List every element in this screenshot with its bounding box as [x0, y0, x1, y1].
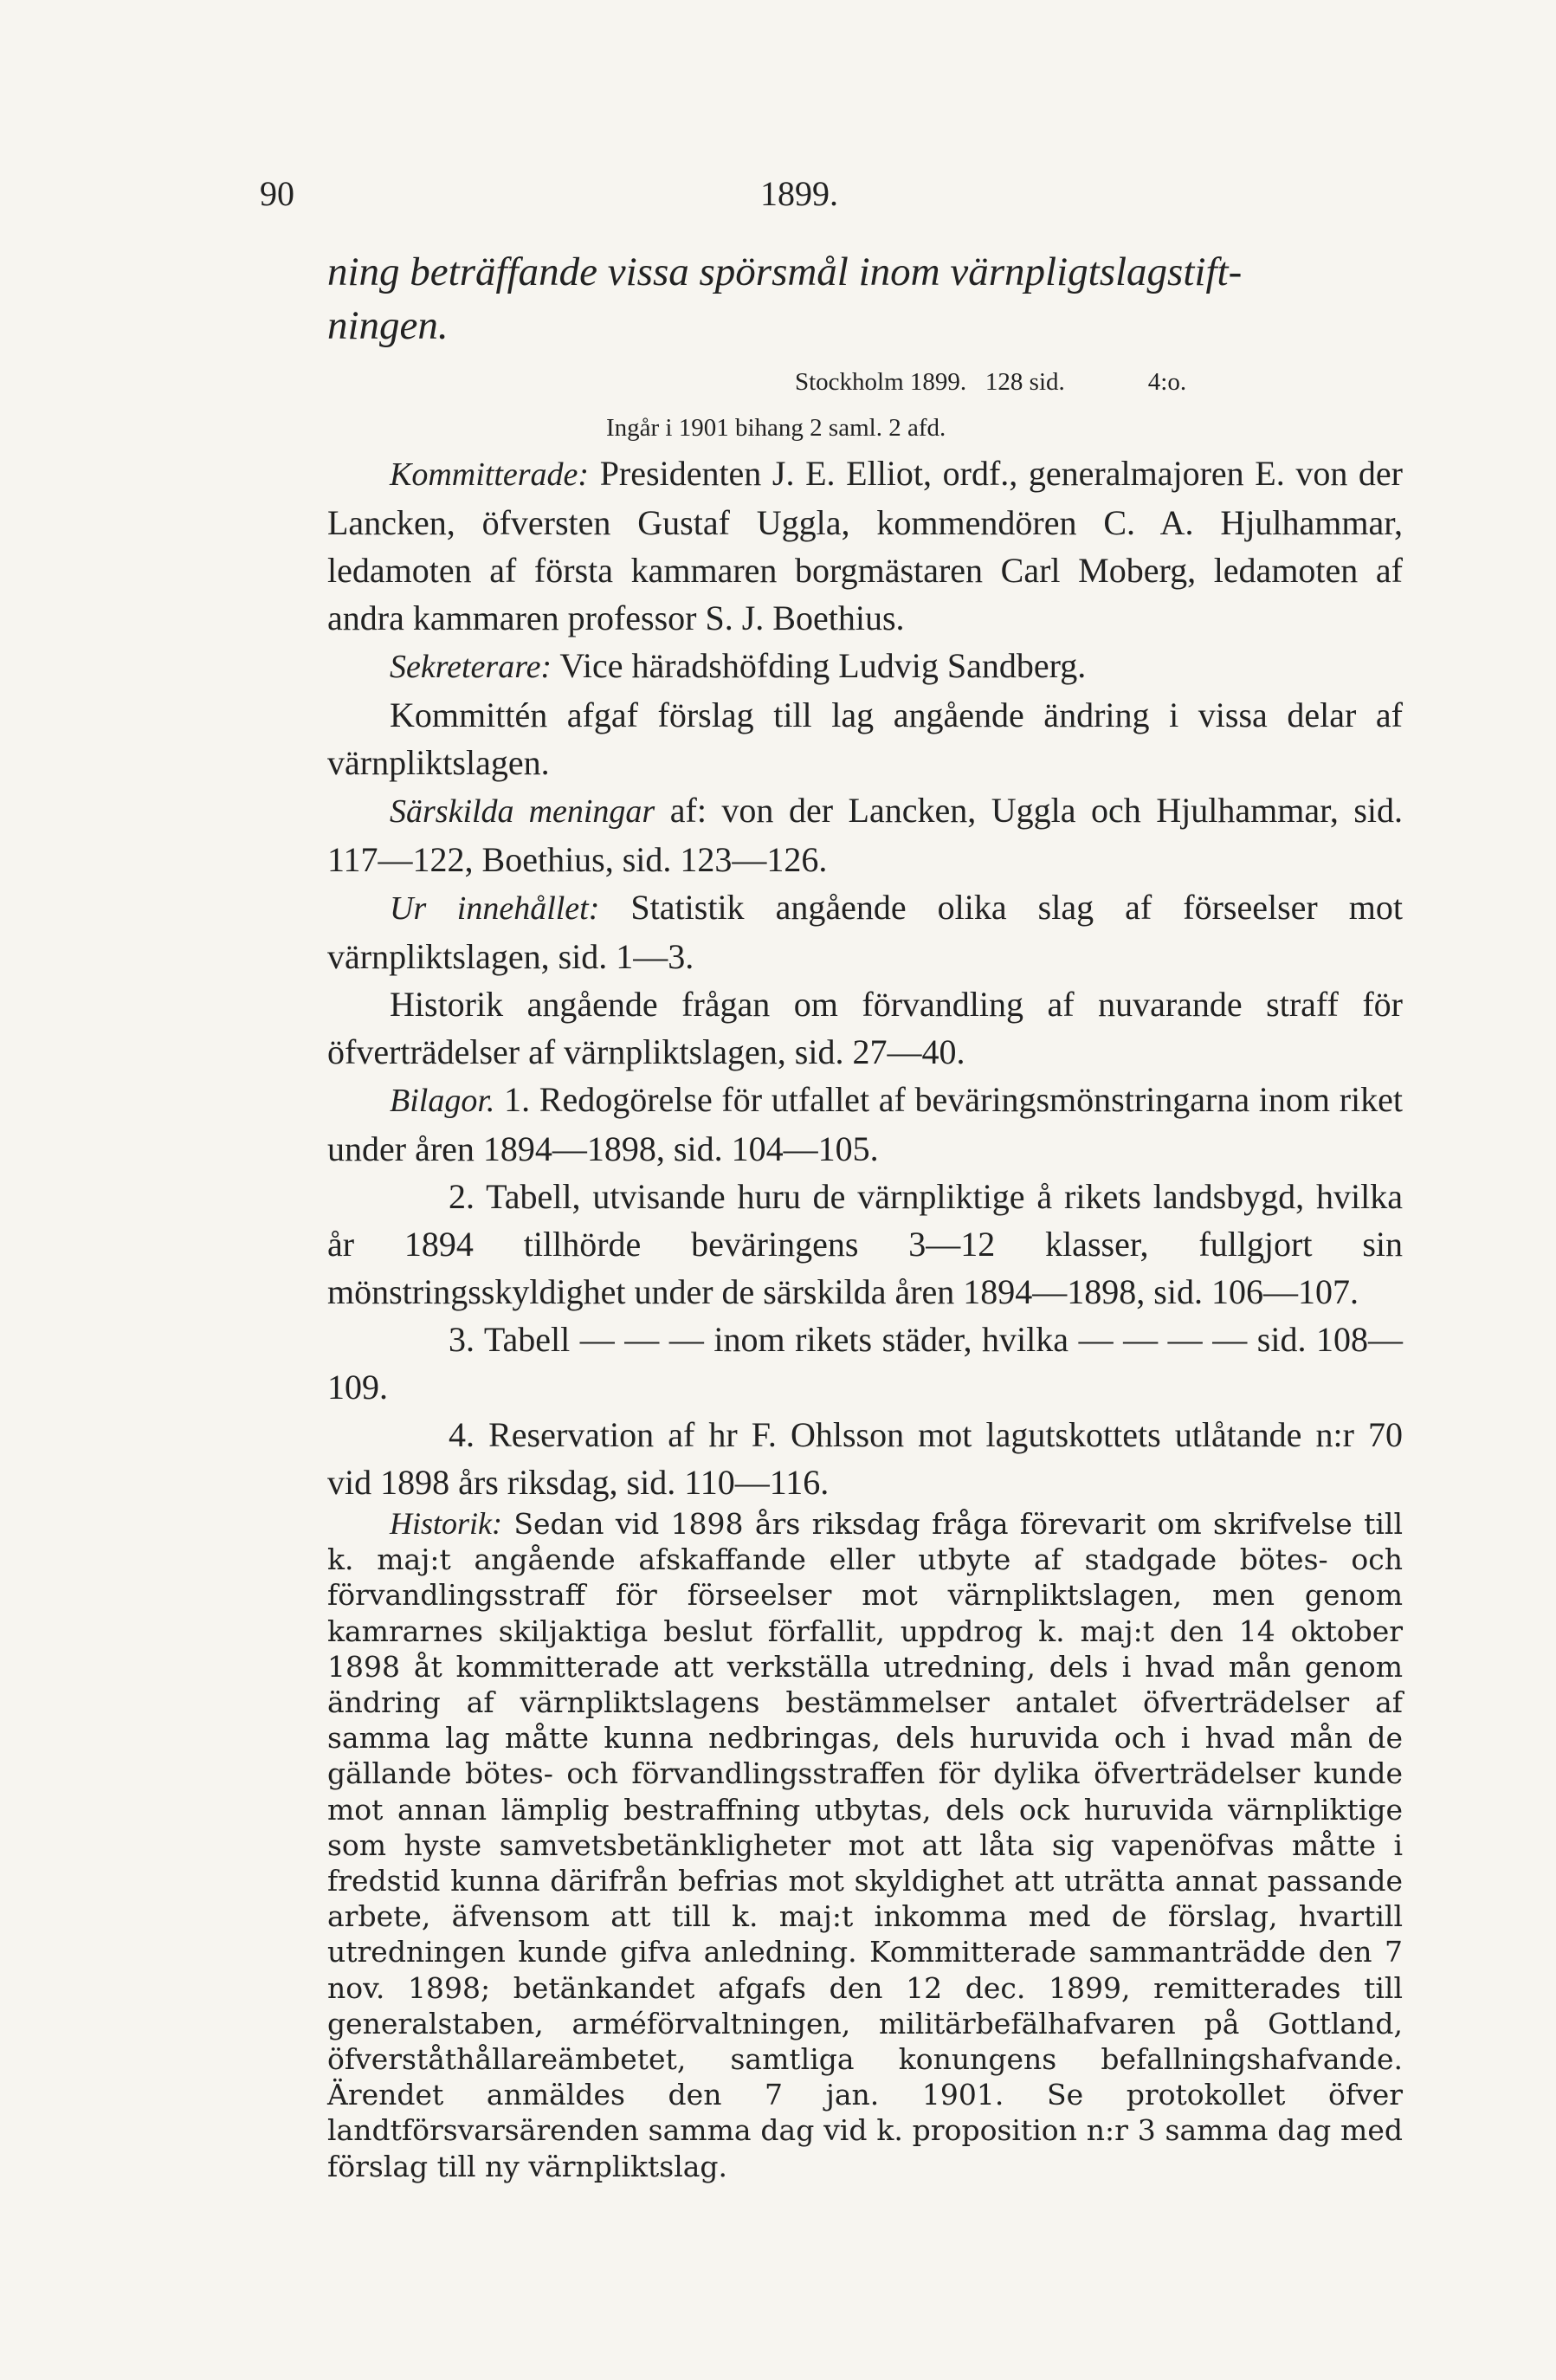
header-year: 1899.	[760, 174, 838, 213]
contents-label: Ur innehållet:	[390, 890, 600, 927]
entry-body	[327, 245, 1403, 2184]
contents-history-paragraph: Historik angående frågan om förvandling af nuvarande straff för öfverträdelser af värnpliktslagen, sid. 27—40.	[327, 985, 1403, 1071]
appendix-4: 4. Reservation af hr F. Ohlsson mot lagutskottets utlåtande n:r 70 vid 1898 års riksdag, sid. 110—116.	[327, 1415, 1403, 1502]
contents-text: Statistik angående olika slag af förseelser mot värnpliktslagen, sid. 1—3.	[327, 888, 1403, 976]
opinions-text: af: von der Lancken, Uggla och Hjulhammar, sid. 117—122, Boethius, sid. 123—126.	[327, 791, 1404, 879]
opinions-paragraph	[327, 786, 1403, 883]
secretary-text: Vice häradshöfding Ludvig Sandberg.	[552, 646, 1087, 685]
publication-info	[327, 358, 1403, 406]
title-line-2: ningen.	[327, 303, 449, 348]
committee-paragraph	[327, 449, 1403, 642]
appendix-1	[327, 1076, 1403, 1173]
committee-text: Presidenten J. E. Elliot, ordf., generalmajoren E. von der Lancken, öfversten Gustaf Uggla, kommendören C. A. Hjulhammar, ledamoten af första kammaren borgmästaren Carl Moberg, ledamoten af andra kammaren professor S. J. Boethius.	[327, 454, 1403, 637]
title-line-1: ning beträffande vissa spörsmål inom värnpligtslagstift-	[327, 249, 1243, 294]
secretary-label: Sekreterare:	[390, 649, 552, 685]
publication-place-pages: Stockholm 1899. 128 sid.	[795, 368, 1065, 396]
page-number: 90	[260, 174, 294, 213]
secretary-paragraph	[327, 642, 1403, 691]
history-paragraph	[327, 1506, 1403, 2184]
publication-included: Ingår i 1901 bihang 2 saml. 2 afd.	[606, 414, 946, 442]
contents-paragraph	[327, 883, 1403, 980]
appendices-label: Bilagor.	[390, 1083, 495, 1119]
appendix-3: 3. Tabell — — — inom rikets städer, hvilka — — — — sid. 108—109.	[327, 1320, 1403, 1407]
committee-label: Kommitterade:	[390, 456, 590, 493]
opinions-label: Särskilda meningar	[390, 793, 655, 830]
running-header	[0, 173, 1556, 225]
proposal-paragraph: Kommittén afgaf förslag till lag angående ändring i vissa delar af värnpliktslagen.	[327, 695, 1403, 782]
appendix-1-text: 1. Redogörelse för utfallet af beväringsmönstringarna inom riket under åren 1894—1898, sid. 104—105.	[327, 1080, 1403, 1168]
publication-format: 4:o.	[1147, 368, 1187, 396]
history-text: Sedan vid 1898 års riksdag fråga förevarit om skrifvelse till k. maj:t angående afskaffande eller utbyte af stadgade bötes- och förvandlingsstraff för förseelser mot värnpliktslagen, men genom kamrarnes skiljaktiga beslut förfallit, uppdrog k. maj:t den 14 oktober 1898 åt kommitterade att verkställa utredning, dels i hvad mån genom ändring af värnpliktslagens bestämmelser antalet öfverträdelser af samma lag måtte kunna nedbringas, dels huruvida och i hvad mån de gällande bötes- och förvandlingsstraffen för dylika öfverträdelser kunde mot annan lämplig bestraffning utbytas, dels ock huruvida värnpliktige som hyste samvetsbetänkligheter mot att låta sig vapenöfvas måtte i fredstid kunna därifrån befrias mot skyldighet att uträtta annat passande arbete, äfvensom att till k. maj:t inkomma med de förslag, hvartill utredningen kunde gifva anledning. Kommitterade sammanträdde den 7 nov. 1898; betänkandet afgafs den 12 dec. 1899, remitterades till generalstaben, arméförvaltningen, militärbefälhafvaren på Gottland, öfverståthållareämbetet, samtliga konungens befallningshafvande. Ärendet anmäldes den 7 jan. 1901. Se protokollet öfver landtförsvarsärenden samma dag vid k. proposition n:r 3 samma dag med förslag till ny värnpliktslag.	[327, 1507, 1403, 2183]
entry-title	[327, 245, 1403, 352]
history-label: Historik:	[390, 1506, 502, 1541]
appendix-2: 2. Tabell, utvisande huru de värnpliktige å rikets landsbygd, hvilka år 1894 tillhörde beväringens 3—12 klasser, fullgjort sin mönstringsskyldighet under de särskilda åren 1894—1898, sid. 106—107.	[327, 1177, 1403, 1311]
